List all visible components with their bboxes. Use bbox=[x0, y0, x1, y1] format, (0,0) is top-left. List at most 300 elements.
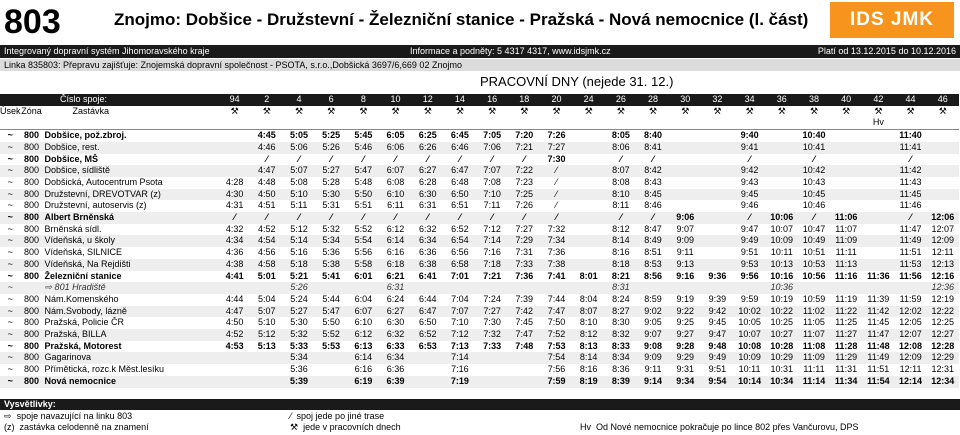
trip-number: 18 bbox=[508, 94, 540, 106]
departure-time: 7:21 bbox=[508, 142, 540, 154]
weekday-icon: ⚒ bbox=[573, 106, 605, 118]
departure-time: 4:47 bbox=[219, 306, 251, 318]
section-mark: ~ bbox=[0, 376, 21, 388]
departure-time: 8:42 bbox=[637, 165, 669, 177]
departure-time: 5:47 bbox=[347, 165, 379, 177]
departure-time: 11:28 bbox=[834, 340, 858, 351]
weekday-icon: ⚒ bbox=[540, 106, 572, 118]
departure-time: 8:01 bbox=[579, 270, 598, 281]
departure-time: ⁄ bbox=[798, 212, 830, 224]
departure-time bbox=[862, 212, 894, 224]
departure-time: 9:41 bbox=[734, 142, 766, 154]
departure-time: ⁄ bbox=[620, 153, 622, 164]
departure-time: 8:10 bbox=[579, 317, 598, 328]
departure-time: 12:19 bbox=[931, 293, 954, 304]
departure-time: 10:09 bbox=[734, 352, 766, 364]
departure-time bbox=[798, 282, 830, 294]
trip-number: 40 bbox=[830, 94, 862, 106]
departure-time: 12:16 bbox=[931, 270, 955, 281]
legend-item: Hv Od Nové nemocnice pokračuje po lince 802 přes Vančurovu, DPS bbox=[580, 422, 859, 432]
weekday-icon: ⚒ bbox=[379, 106, 411, 118]
trip-note bbox=[219, 117, 251, 129]
departure-time: ⁄ bbox=[251, 212, 283, 224]
departure-time: 9:05 bbox=[644, 317, 662, 328]
departure-time bbox=[573, 200, 605, 212]
departure-time bbox=[701, 282, 733, 294]
departure-time: 12:27 bbox=[927, 329, 959, 341]
departure-time: 6:16 bbox=[386, 247, 405, 258]
departure-time: 4:50 bbox=[251, 189, 283, 201]
departure-time: 5:28 bbox=[322, 176, 340, 187]
departure-time: 9:42 bbox=[734, 165, 766, 177]
departure-time: ⁄ bbox=[605, 212, 637, 224]
departure-time: 7:27 bbox=[476, 306, 508, 318]
departure-time: 7:34 bbox=[540, 235, 572, 247]
departure-time: 9:54 bbox=[701, 376, 733, 388]
departure-time bbox=[315, 282, 347, 294]
departure-time: 10:40 bbox=[798, 130, 830, 142]
departure-time: 11:45 bbox=[894, 189, 926, 201]
departure-time: 7:22 bbox=[508, 165, 540, 177]
validity: Platí od 13.12.2015 do 10.12.2016 bbox=[817, 46, 956, 56]
departure-time: 4:46 bbox=[251, 142, 283, 154]
departure-time bbox=[701, 259, 733, 271]
departure-time: 7:53 bbox=[547, 340, 566, 351]
section-mark: ~ bbox=[0, 329, 21, 341]
departure-time: 7:36 bbox=[547, 247, 566, 258]
departure-time: 6:56 bbox=[451, 247, 469, 258]
departure-time: 5:51 bbox=[354, 200, 373, 211]
zone: 800 bbox=[21, 259, 43, 271]
departure-time: 7:10 bbox=[451, 317, 469, 328]
departure-time bbox=[476, 376, 508, 388]
departure-time: 4:34 bbox=[219, 235, 251, 247]
day-type: PRACOVNÍ DNY (nejede 31. 12.) bbox=[480, 74, 674, 89]
departure-time bbox=[219, 352, 251, 364]
departure-time: ⁄ bbox=[508, 212, 540, 224]
departure-time: 8:32 bbox=[605, 329, 637, 341]
departure-time: 10:11 bbox=[770, 247, 793, 258]
zone: 800 bbox=[24, 340, 40, 351]
departure-time: 7:14 bbox=[476, 235, 508, 247]
departure-time: 11:34 bbox=[830, 376, 862, 388]
departure-time: 6:58 bbox=[444, 259, 476, 271]
departure-time bbox=[766, 142, 798, 154]
table-row bbox=[0, 165, 959, 177]
departure-time bbox=[669, 165, 701, 177]
departure-time: 7:10 bbox=[476, 189, 508, 201]
zone: 800 bbox=[24, 223, 40, 234]
departure-time bbox=[251, 376, 283, 388]
departure-time: 7:41 bbox=[547, 270, 566, 281]
departure-time: 5:41 bbox=[322, 270, 341, 281]
departure-time bbox=[444, 282, 476, 294]
departure-time: 4:54 bbox=[251, 235, 283, 247]
departure-time bbox=[927, 154, 959, 166]
departure-time bbox=[476, 364, 508, 376]
trip-number: 34 bbox=[734, 94, 766, 106]
departure-time: 7:16 bbox=[451, 364, 469, 375]
departure-time: ⁄ bbox=[894, 212, 926, 224]
departure-time bbox=[573, 189, 605, 201]
departure-time: 11:39 bbox=[867, 293, 890, 304]
stop-name: Dobšická, Autocentrum Psota bbox=[44, 176, 163, 187]
departure-time: 10:14 bbox=[734, 376, 766, 388]
departure-time: 4:56 bbox=[258, 247, 276, 258]
departure-time: 11:54 bbox=[862, 376, 894, 388]
departure-time: 8:18 bbox=[605, 259, 637, 271]
departure-time: 4:36 bbox=[225, 247, 244, 258]
departure-time: 11:05 bbox=[803, 317, 825, 328]
departure-time: 6:16 bbox=[354, 364, 373, 375]
departure-time: 9:53 bbox=[734, 259, 766, 271]
stop-name: Nová nemocnice bbox=[43, 376, 219, 388]
trip-number-row bbox=[0, 94, 959, 106]
departure-time: 9:34 bbox=[669, 376, 701, 388]
departure-time: 5:10 bbox=[258, 317, 276, 328]
zastavka-header: Zastávka bbox=[43, 106, 219, 118]
weekday-icon: ⚒ bbox=[219, 106, 251, 118]
trip-number: 42 bbox=[862, 94, 894, 106]
departure-time: 12:08 bbox=[899, 340, 923, 351]
departure-time: 10:28 bbox=[770, 340, 794, 351]
departure-time: 7:07 bbox=[476, 165, 508, 177]
zone: 800 bbox=[21, 329, 43, 341]
departure-time bbox=[315, 352, 347, 364]
departure-time: 11:11 bbox=[803, 364, 825, 375]
stop-name: Dobšice, MŠ bbox=[44, 153, 99, 164]
departure-time: 10:09 bbox=[766, 235, 798, 247]
table-row bbox=[0, 352, 959, 364]
departure-time: 8:05 bbox=[605, 130, 637, 142]
departure-time bbox=[701, 165, 733, 177]
departure-time: 6:36 bbox=[418, 247, 437, 258]
departure-time: 11:27 bbox=[830, 329, 862, 341]
departure-time bbox=[251, 282, 283, 294]
departure-time: 12:07 bbox=[931, 223, 954, 234]
departure-time bbox=[412, 282, 444, 294]
weekday-icon: ⚒ bbox=[508, 106, 540, 118]
trip-note bbox=[669, 117, 701, 129]
departure-time: 7:11 bbox=[483, 200, 501, 211]
departure-time bbox=[862, 130, 894, 142]
departure-time: 10:08 bbox=[738, 340, 762, 351]
departure-time: 5:32 bbox=[322, 223, 340, 234]
departure-time: 5:36 bbox=[290, 364, 308, 375]
weekday-icon: ⚒ bbox=[862, 106, 894, 118]
departure-time: 12:14 bbox=[894, 376, 926, 388]
departure-time: 6:18 bbox=[379, 259, 411, 271]
departure-time: 6:46 bbox=[444, 142, 476, 154]
weekday-icon: ⚒ bbox=[444, 106, 476, 118]
departure-time: 7:05 bbox=[476, 130, 508, 142]
departure-time: 12:11 bbox=[931, 247, 954, 258]
departure-time: ⁄ bbox=[283, 212, 315, 224]
stop-name: Gagarinova bbox=[43, 352, 219, 364]
departure-time: 5:26 bbox=[315, 142, 347, 154]
departure-time: 8:31 bbox=[605, 282, 637, 294]
departure-time: 4:52 bbox=[258, 223, 276, 234]
departure-time bbox=[315, 376, 347, 388]
trip-note bbox=[605, 117, 637, 129]
departure-time: 10:42 bbox=[798, 165, 830, 177]
departure-time: ⁄ bbox=[426, 153, 429, 164]
departure-time: ⁄ bbox=[347, 212, 379, 224]
trip-note bbox=[701, 117, 733, 129]
trip-note bbox=[830, 117, 862, 129]
weekday-icon: ⚒ bbox=[927, 106, 959, 118]
departure-time: 10:46 bbox=[802, 200, 826, 211]
departure-time: 5:01 bbox=[257, 270, 276, 281]
departure-time: 6:30 bbox=[386, 317, 405, 328]
table-row bbox=[0, 341, 959, 353]
table-row bbox=[0, 189, 959, 201]
departure-time: 6:19 bbox=[347, 376, 379, 388]
departure-time bbox=[830, 177, 862, 189]
departure-time bbox=[701, 224, 733, 236]
departure-time: 8:13 bbox=[579, 340, 598, 351]
departure-time: 8:07 bbox=[573, 306, 605, 318]
departure-time bbox=[766, 154, 798, 166]
departure-time: 9:40 bbox=[734, 130, 766, 142]
departure-time: 7:12 bbox=[483, 223, 501, 234]
weekday-icon: ⚒ bbox=[283, 106, 315, 118]
departure-time bbox=[734, 282, 766, 294]
departure-time: 10:27 bbox=[766, 329, 798, 341]
departure-time: 5:18 bbox=[283, 259, 315, 271]
departure-time: 8:45 bbox=[637, 189, 669, 201]
weekday-icon: ⚒ bbox=[734, 106, 766, 118]
departure-time: 5:31 bbox=[322, 200, 340, 211]
legend-item: ⇨ spoje navazující na linku 803 bbox=[4, 411, 133, 421]
trip-note bbox=[444, 117, 476, 129]
departure-time bbox=[573, 247, 605, 259]
departure-time: 6:39 bbox=[379, 376, 411, 388]
table-row bbox=[0, 154, 959, 166]
departure-time: 7:39 bbox=[515, 293, 534, 304]
departure-time: 9:49 bbox=[701, 352, 733, 364]
trip-note bbox=[412, 117, 444, 129]
departure-time: 7:32 bbox=[547, 223, 566, 234]
departure-time: 6:25 bbox=[412, 130, 444, 142]
departure-time bbox=[830, 154, 862, 166]
departure-time bbox=[862, 247, 894, 259]
departure-time: 6:01 bbox=[354, 270, 373, 281]
stop-name: Dobšice, sídliště bbox=[43, 165, 219, 177]
departure-time bbox=[476, 352, 508, 364]
departure-time bbox=[862, 189, 894, 201]
departure-time: 7:47 bbox=[508, 329, 540, 341]
departure-time: 5:21 bbox=[289, 270, 308, 281]
section-mark: ~ bbox=[0, 259, 21, 271]
trip-note bbox=[540, 117, 572, 129]
departure-time: 6:34 bbox=[412, 235, 444, 247]
departure-time: 5:32 bbox=[283, 329, 315, 341]
departure-time bbox=[540, 282, 572, 294]
departure-time bbox=[894, 282, 926, 294]
departure-time: 5:10 bbox=[283, 189, 315, 201]
departure-time: 8:39 bbox=[605, 376, 637, 388]
departure-time: 8:12 bbox=[573, 329, 605, 341]
trip-number: 32 bbox=[701, 94, 733, 106]
departure-time: 9:39 bbox=[708, 293, 727, 304]
departure-time: 10:16 bbox=[770, 270, 794, 281]
departure-time: 5:52 bbox=[315, 329, 347, 341]
departure-time: 7:24 bbox=[483, 293, 501, 304]
departure-time: 8:19 bbox=[573, 376, 605, 388]
departure-time: 8:46 bbox=[644, 200, 662, 211]
zona-header: Zóna bbox=[21, 105, 42, 116]
departure-time: ⁄ bbox=[540, 189, 572, 201]
departure-time: 7:29 bbox=[508, 235, 540, 247]
departure-time: 7:31 bbox=[515, 247, 534, 258]
departure-time bbox=[573, 259, 605, 271]
departure-time: 4:52 bbox=[219, 329, 251, 341]
departure-time: 7:01 bbox=[450, 270, 469, 281]
departure-time: 6:41 bbox=[418, 270, 437, 281]
departure-time: 5:45 bbox=[347, 130, 379, 142]
departure-time: 5:08 bbox=[290, 176, 308, 187]
departure-time: 10:25 bbox=[770, 317, 794, 328]
departure-time: 11:59 bbox=[899, 293, 922, 304]
zone: 800 bbox=[21, 130, 43, 142]
departure-time bbox=[862, 200, 894, 212]
departure-time: 5:14 bbox=[283, 235, 315, 247]
departure-time: ⁄ bbox=[555, 200, 558, 211]
trip-note bbox=[927, 117, 959, 129]
departure-time bbox=[669, 189, 701, 201]
weekday-icon: ⚒ bbox=[798, 106, 830, 118]
departure-time: 11:47 bbox=[899, 223, 922, 234]
zone: 800 bbox=[21, 142, 43, 154]
departure-time: 9:14 bbox=[637, 376, 669, 388]
departure-time: 6:28 bbox=[418, 176, 437, 187]
trip-note bbox=[476, 117, 508, 129]
departure-time: 8:40 bbox=[637, 130, 669, 142]
zone: 800 bbox=[24, 176, 40, 187]
departure-time: 9:11 bbox=[676, 247, 694, 258]
departure-time: 5:06 bbox=[283, 142, 315, 154]
departure-time: 6:06 bbox=[379, 142, 411, 154]
trip-note bbox=[766, 117, 798, 129]
departure-time: 5:44 bbox=[322, 293, 340, 304]
section-mark: ~ bbox=[7, 364, 13, 375]
departure-time: ⁄ bbox=[315, 212, 347, 224]
zone: 800 bbox=[24, 364, 40, 375]
departure-time bbox=[219, 142, 251, 154]
departure-time: 5:34 bbox=[315, 235, 347, 247]
departure-time: 7:32 bbox=[476, 329, 508, 341]
departure-time: 5:46 bbox=[347, 142, 379, 154]
departure-time: 12:25 bbox=[931, 317, 954, 328]
departure-time: ⁄ bbox=[637, 212, 669, 224]
trip-number: 38 bbox=[798, 94, 830, 106]
departure-time: 11:51 bbox=[867, 364, 890, 375]
trip-number: 10 bbox=[379, 94, 411, 106]
departure-time: 12:28 bbox=[931, 340, 955, 351]
table-row bbox=[0, 235, 959, 247]
departure-time: 9:07 bbox=[637, 329, 669, 341]
departure-time: 5:30 bbox=[315, 189, 347, 201]
departure-time bbox=[669, 177, 701, 189]
departure-time: 12:29 bbox=[927, 352, 959, 364]
section-mark: ~ bbox=[7, 223, 13, 234]
trip-note bbox=[315, 117, 347, 129]
departure-time: 9:13 bbox=[669, 259, 701, 271]
departure-time: 12:22 bbox=[927, 306, 959, 318]
zone: 800 bbox=[21, 306, 43, 318]
departure-time bbox=[766, 177, 798, 189]
departure-time bbox=[573, 130, 605, 142]
trip-note bbox=[637, 117, 669, 129]
trip-symbol-row bbox=[0, 106, 959, 118]
departure-time: ⁄ bbox=[540, 165, 572, 177]
section-mark: ~ bbox=[7, 340, 13, 351]
departure-time: 6:52 bbox=[412, 329, 444, 341]
departure-time: 6:33 bbox=[386, 340, 405, 351]
departure-time: 4:53 bbox=[225, 340, 244, 351]
zone bbox=[21, 282, 43, 294]
departure-time: 7:26 bbox=[515, 200, 534, 211]
zone: 800 bbox=[24, 200, 40, 211]
departure-time: ⁄ bbox=[523, 153, 526, 164]
departure-time: 6:26 bbox=[412, 142, 444, 154]
departure-time: 10:47 bbox=[802, 223, 826, 234]
departure-time: 6:51 bbox=[451, 200, 469, 211]
departure-time bbox=[669, 282, 701, 294]
departure-time: 6:21 bbox=[386, 270, 405, 281]
departure-time bbox=[766, 189, 798, 201]
departure-time: 4:38 bbox=[219, 259, 251, 271]
logo-text: IDS JMK bbox=[849, 9, 935, 30]
departure-time: ⁄ bbox=[219, 212, 251, 224]
stop-name: Vídeňská, SILNICE bbox=[44, 247, 123, 258]
departure-time: 8:11 bbox=[612, 200, 630, 211]
departure-time: 8:41 bbox=[637, 142, 669, 154]
stop-name: Družstevní, autoservis (z) bbox=[44, 200, 147, 211]
departure-time: 11:36 bbox=[867, 270, 890, 281]
departure-time: 5:13 bbox=[257, 340, 276, 351]
departure-time: ⁄ bbox=[266, 153, 268, 164]
departure-time: 12:34 bbox=[927, 376, 959, 388]
departure-time: 6:24 bbox=[386, 293, 405, 304]
departure-time bbox=[701, 189, 733, 201]
departure-time: 11:40 bbox=[894, 130, 926, 142]
departure-time: 5:50 bbox=[322, 317, 340, 328]
departure-time: 7:30 bbox=[483, 317, 501, 328]
departure-time: 7:14 bbox=[444, 352, 476, 364]
departure-time: 4:45 bbox=[251, 130, 283, 142]
departure-time: 10:29 bbox=[766, 352, 798, 364]
section-mark: ~ bbox=[7, 153, 13, 164]
departure-time: 9:36 bbox=[708, 270, 727, 281]
departure-time bbox=[508, 352, 540, 364]
departure-time: 5:34 bbox=[283, 352, 315, 364]
departure-time bbox=[508, 376, 540, 388]
zone: 800 bbox=[21, 235, 43, 247]
departure-time: 7:07 bbox=[444, 306, 476, 318]
departure-time: 8:34 bbox=[605, 352, 637, 364]
departure-time bbox=[766, 165, 798, 177]
departure-time bbox=[862, 235, 894, 247]
departure-time: 8:08 bbox=[612, 176, 630, 187]
departure-time: 6:50 bbox=[444, 189, 476, 201]
departure-time: 5:12 bbox=[290, 223, 308, 234]
departure-time: ⁄ bbox=[444, 212, 476, 224]
departure-time: 4:58 bbox=[251, 259, 283, 271]
departure-time: 8:16 bbox=[612, 247, 630, 258]
departure-time: 6:14 bbox=[347, 352, 379, 364]
